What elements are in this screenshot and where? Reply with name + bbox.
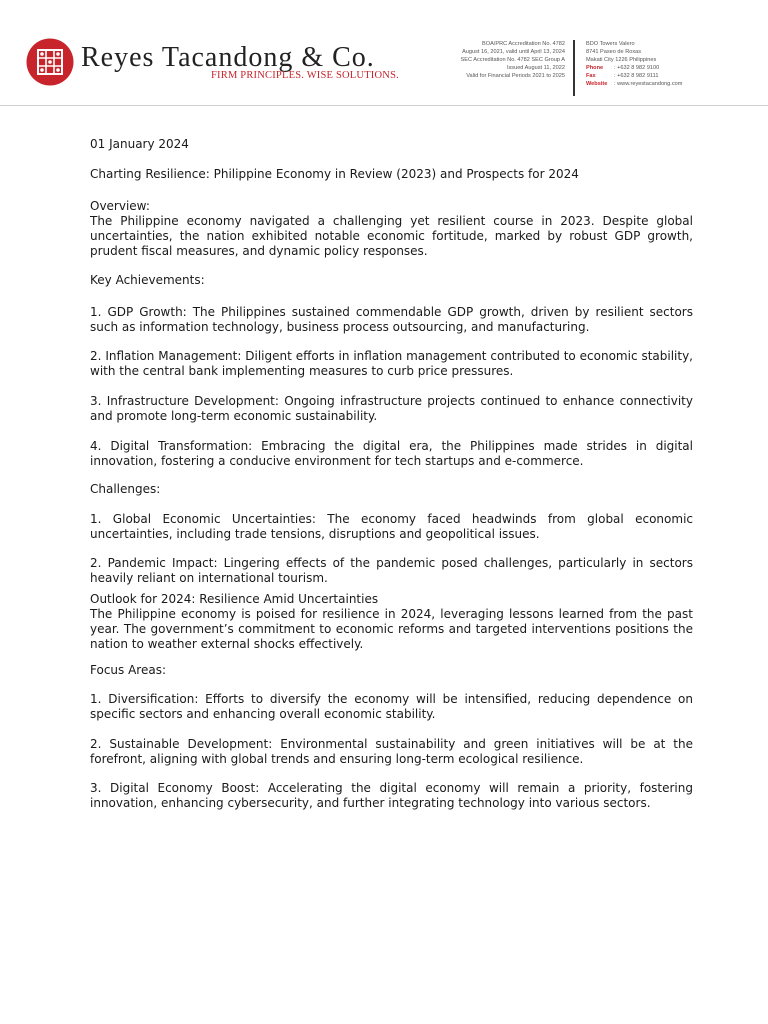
achievement-item: 3. Infrastructure Development: Ongoing infrastructure projects continued to enhance connectivity and promote long-term economic sustainability.: [90, 394, 693, 423]
abacus-logo-icon: [26, 38, 74, 86]
contact-value: : +632 8 982 9100: [614, 65, 660, 72]
contact-value: : +632 8 982 9111: [614, 73, 659, 80]
outlook-heading: Outlook for 2024: Resilience Amid Uncertainties: [90, 592, 379, 606]
letter-date: 01 January 2024: [90, 137, 189, 151]
company-name: Reyes Tacandong & Co.: [81, 42, 375, 73]
contact-website: [586, 80, 682, 88]
header-rule: [0, 105, 768, 106]
focus-item: 1. Diversification: Efforts to diversify the economy will be intensified, reducing dependence on specific sectors and enhancing overall economic stability.: [90, 692, 693, 721]
focus-heading: Focus Areas:: [90, 663, 166, 677]
accreditation-line: Valid for Financial Periods 2021 to 2025: [466, 73, 565, 80]
accreditation-line: August 16, 2021, valid until April 13, 2024: [462, 49, 565, 56]
achievement-item: 1. GDP Growth: The Philippines sustained commendable GDP growth, driven by resilient sectors such as information technology, business process outsourcing, and manufacturing.: [90, 305, 693, 334]
achievement-item: 4. Digital Transformation: Embracing the digital era, the Philippines made strides in digital innovation, fostering a conducive environment for tech startups and e-commerce.: [90, 439, 693, 468]
overview-heading: Overview:: [90, 199, 150, 213]
header-divider: [573, 40, 575, 96]
overview-paragraph: The Philippine economy navigated a challenging yet resilient course in 2023. Despite global uncertainties, the nation exhibited notable economic fortitude, marked by robust GDP growth, prudent fiscal measures, and dynamic policy responses.: [90, 214, 693, 258]
letter-title: Charting Resilience: Philippine Economy in Review (2023) and Prospects for 2024: [90, 167, 579, 181]
address-line: Makati City 1226 Philippines: [586, 57, 657, 64]
challenge-item: 1. Global Economic Uncertainties: The economy faced headwinds from global economic uncertainties, including trade tensions, disruptions and geopolitical issues.: [90, 512, 693, 541]
challenges-heading: Challenges:: [90, 482, 161, 496]
contact-label: Website: [586, 81, 608, 88]
accreditation-block: [461, 40, 565, 80]
letter-body: [90, 137, 693, 811]
focus-item: 3. Digital Economy Boost: Accelerating the digital economy will remain a priority, fostering innovation, enhancing cybersecurity, and further integrating technology into various sectors.: [90, 781, 693, 810]
achievements-heading: Key Achievements:: [90, 273, 205, 287]
achievement-item: 2. Inflation Management: Diligent efforts in inflation management contributed to economic stability, with the central bank implementing measures to curb price pressures.: [90, 349, 693, 378]
contact-fax: [586, 72, 682, 80]
company-tagline: FIRM PRINCIPLES. WISE SOLUTIONS.: [211, 70, 399, 81]
address-line: 8741 Paseo de Roxas: [586, 49, 642, 56]
contact-block: [586, 40, 682, 89]
challenge-item: 2. Pandemic Impact: Lingering effects of the pandemic posed challenges, particularly in sectors heavily reliant on international tourism.: [90, 556, 693, 585]
accreditation-line: SEC Accreditation No. 4782 SEC Group A: [460, 57, 565, 64]
letterhead: [0, 0, 768, 106]
focus-item: 2. Sustainable Development: Environmental sustainability and green initiatives will be at the forefront, aligning with global trends and ensuring long-term ecological resilience.: [90, 737, 693, 766]
accreditation-line: BOA/PRC Accreditation No. 4782: [481, 41, 565, 47]
contact-phone: [586, 64, 682, 72]
contact-label: Fax: [586, 73, 596, 80]
outlook-paragraph: The Philippine economy is poised for resilience in 2024, leveraging lessons learned from the past year. The government’s commitment to economic reforms and targeted interventions positions the nation to weather external shocks effectively.: [90, 607, 693, 651]
accreditation-line: Issued August 11, 2022: [506, 65, 565, 72]
contact-label: Phone: [586, 65, 604, 72]
address-line: BDO Towers Valero: [586, 41, 635, 47]
contact-value: : www.reyestacandong.com: [614, 81, 683, 88]
